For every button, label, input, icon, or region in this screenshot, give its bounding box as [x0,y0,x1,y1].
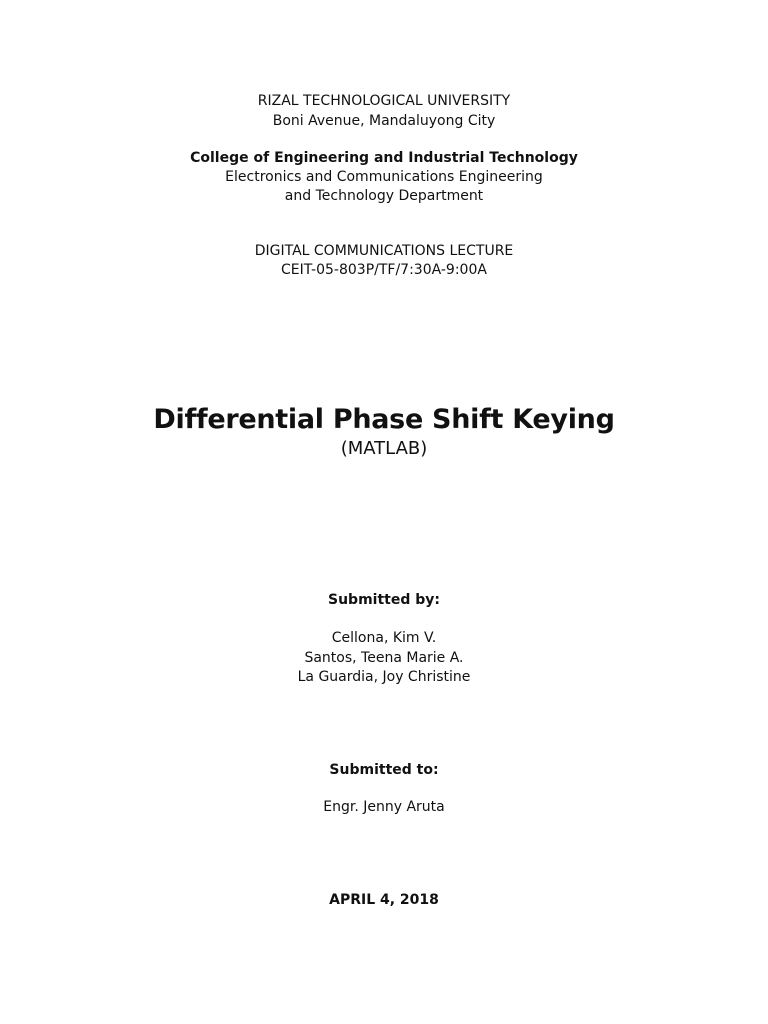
department-line-1: Electronics and Communications Engineering [225,169,543,185]
submitter-name: La Guardia, Joy Christine [297,669,471,685]
university-name: RIZAL TECHNOLOGICAL UNIVERSITY [257,93,511,109]
submitter-name: Santos, Teena Marie A. [304,650,464,666]
submitted-to-label: Submitted to: [329,762,439,778]
document-subtitle: (MATLAB) [340,438,428,459]
department-line-2: and Technology Department [284,188,484,204]
submitter-name: Cellona, Kim V. [331,630,437,646]
recipient-name: Engr. Jenny Aruta [323,799,445,815]
course-name: DIGITAL COMMUNICATIONS LECTURE [254,243,514,259]
document-title: Differential Phase Shift Keying [153,404,615,435]
college-name: College of Engineering and Industrial Technology [190,150,578,166]
university-address: Boni Avenue, Mandaluyong City [272,113,496,129]
submitted-by-label: Submitted by: [328,592,440,608]
course-section: CEIT-05-803P/TF/7:30A-9:00A [281,262,487,278]
submission-date: APRIL 4, 2018 [329,892,439,908]
